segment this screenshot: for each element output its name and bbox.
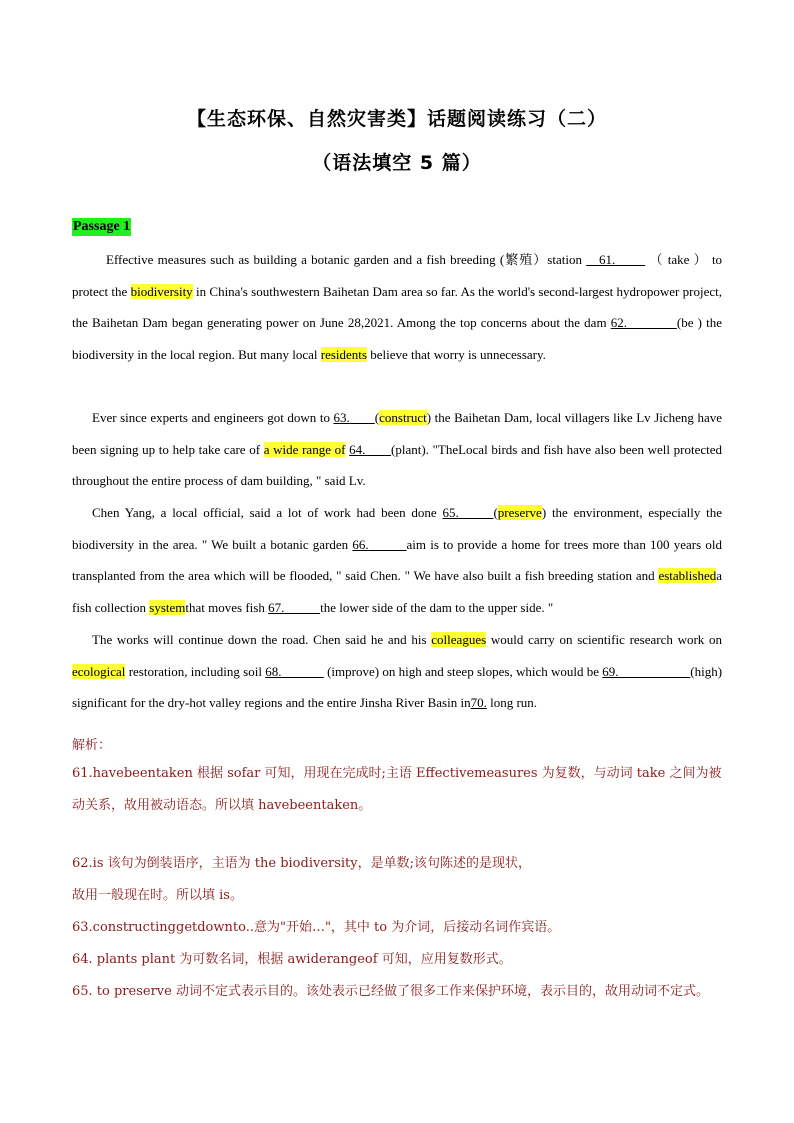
paragraph-4 — [72, 624, 722, 719]
p4-text-e: restoration, including soil — [128, 663, 262, 679]
blank-63: 63. — [333, 410, 350, 425]
blank-64: 64. — [349, 441, 366, 457]
paragraph-3: Chen Yang, a local official, said a lot of work had been done 65. (preserve) the environment, especially the biodiversity in the area. " We built a botanic garden 66. aim is to provide a home for trees more than 100 years old transplanted from the area which will be flooded, " said Chen. " We have also built a fish breeding station and establisheda fish collection systemthat moves fish 67. the lower side of the dam to the upper side. " — [72, 505, 723, 615]
p3-text-a: Chen Yang, a local official, said a lot of work had been done — [92, 505, 437, 520]
blank-68: 68. — [265, 663, 282, 679]
page-title: 【生态环保、自然灾害类】话题阅读练习（二） — [186, 108, 607, 130]
answer-62-cont: 故用一般现在时。所以填 is。 — [72, 888, 243, 903]
answer-61: 61.havebeentaken 根据 sofar 可知，用现在完成时;主语 Effectivemeasures 为复数，与动词 take 之间为被动关系，故用被动语态。所以填 havebeentaken。 — [72, 766, 722, 813]
answer-64: 64. plants plant 为可数名词，根据 awiderangeof 可知，应用复数形式。 — [72, 952, 512, 967]
p4-text-f: (improve) on high and steep slopes, which would be — [327, 663, 600, 679]
blank-62: 62. — [610, 315, 627, 331]
p2-text-g: (plant). "TheLocal birds and fish have also been well protected throughout the entire process of dam building, " said Lv. — [72, 441, 723, 489]
p2-text-e: ) the Baihetan Dam, local villagers like Lv Jicheng have been signing up to help take care of — [72, 410, 723, 457]
highlight-ecological: ecological — [72, 663, 126, 679]
p3-text-k: the lower side of the dam to the upper side. " — [320, 599, 554, 615]
paragraph-1 — [72, 244, 722, 370]
p2-text-a: Ever since experts and engineers got down to — [92, 410, 330, 425]
p4-text-h: long run. — [490, 695, 538, 711]
blank-70: 70. — [470, 695, 487, 711]
p4-text-c: would carry on scientific research work on — [490, 632, 723, 647]
passage-tag: Passage 1 — [73, 219, 131, 234]
p1-text-f: (be ) the biodiversity in the local region. But many local — [72, 315, 723, 362]
p3-text-e: ) the environment, especially the biodiversity in the area. " We built a botanic garden — [72, 505, 723, 552]
blank-66: 66. — [352, 536, 369, 552]
p1-text-c: （ take ） to protect the — [72, 252, 723, 299]
blank-69: 69. — [602, 663, 619, 679]
highlight-biodiversity: biodiversity — [130, 283, 193, 299]
p3-text-h: a fish collection — [72, 568, 722, 615]
p4-text-a: The works will continue down the road. Chen said he and his — [92, 632, 427, 647]
page-subtitle: （语法填空 5 篇） — [312, 152, 482, 174]
answer-65: 65. to preserve 动词不定式表示目的。该处表示已经做了很多工作来保护环境，表示目的，故用动词不定式。 — [72, 984, 709, 999]
blank-61: 61. — [599, 252, 616, 267]
blank-67: 67. — [268, 599, 285, 615]
highlight-residents: residents — [320, 346, 367, 362]
p4-text-g: (high) significant for the dry-hot valley regions and the entire Jinsha River Basin in — [72, 663, 723, 711]
p3-text-f: aim is to provide a home for trees more than 100 years old transplanted from the area which will be flooded, " said Chen. " We have also built a fish breeding station and — [72, 536, 722, 584]
highlight-colleagues: colleagues — [431, 632, 487, 647]
p3-text-j: that moves fish — [185, 599, 265, 615]
highlight-system: system — [149, 599, 186, 615]
answer-62: 62.is 该句为倒装语序，主语为 the biodiversity，是单数;该句陈述的是现状， — [72, 856, 532, 871]
p1-text-h: believe that worry is unnecessary. — [370, 346, 546, 362]
highlight-preserve: preserve — [497, 505, 542, 520]
answer-63: 63.constructinggetdownto..意为"开始…"，其中 to 为介词，后接动名词作宾语。 — [72, 920, 561, 935]
p1-text-a: Effective measures such as building a botanic garden and a fish breeding (繁殖）station — [106, 252, 582, 267]
paragraph-2: Ever since experts and engineers got down to 63. (construct) the Baihetan Dam, local villagers like Lv Jicheng have been signing up to help take care of a wide range of 64. (plant). "TheLocal birds and fish have also been well protected throughout the entire process of dam building, " said Lv. — [72, 410, 723, 489]
p1-text-e: in China's southwestern Baihetan Dam area so far. As the world's second-largest hydropower project, the Baihetan Dam began generating power on June 28,2021. Among the top concerns about the dam — [72, 283, 722, 331]
highlight-construct: construct — [379, 410, 427, 425]
highlight-wide-range: a wide range of — [263, 441, 346, 457]
blank-65: 65. — [442, 505, 459, 520]
highlight-established: established — [658, 568, 717, 584]
analysis-header: 解析： — [72, 738, 112, 753]
